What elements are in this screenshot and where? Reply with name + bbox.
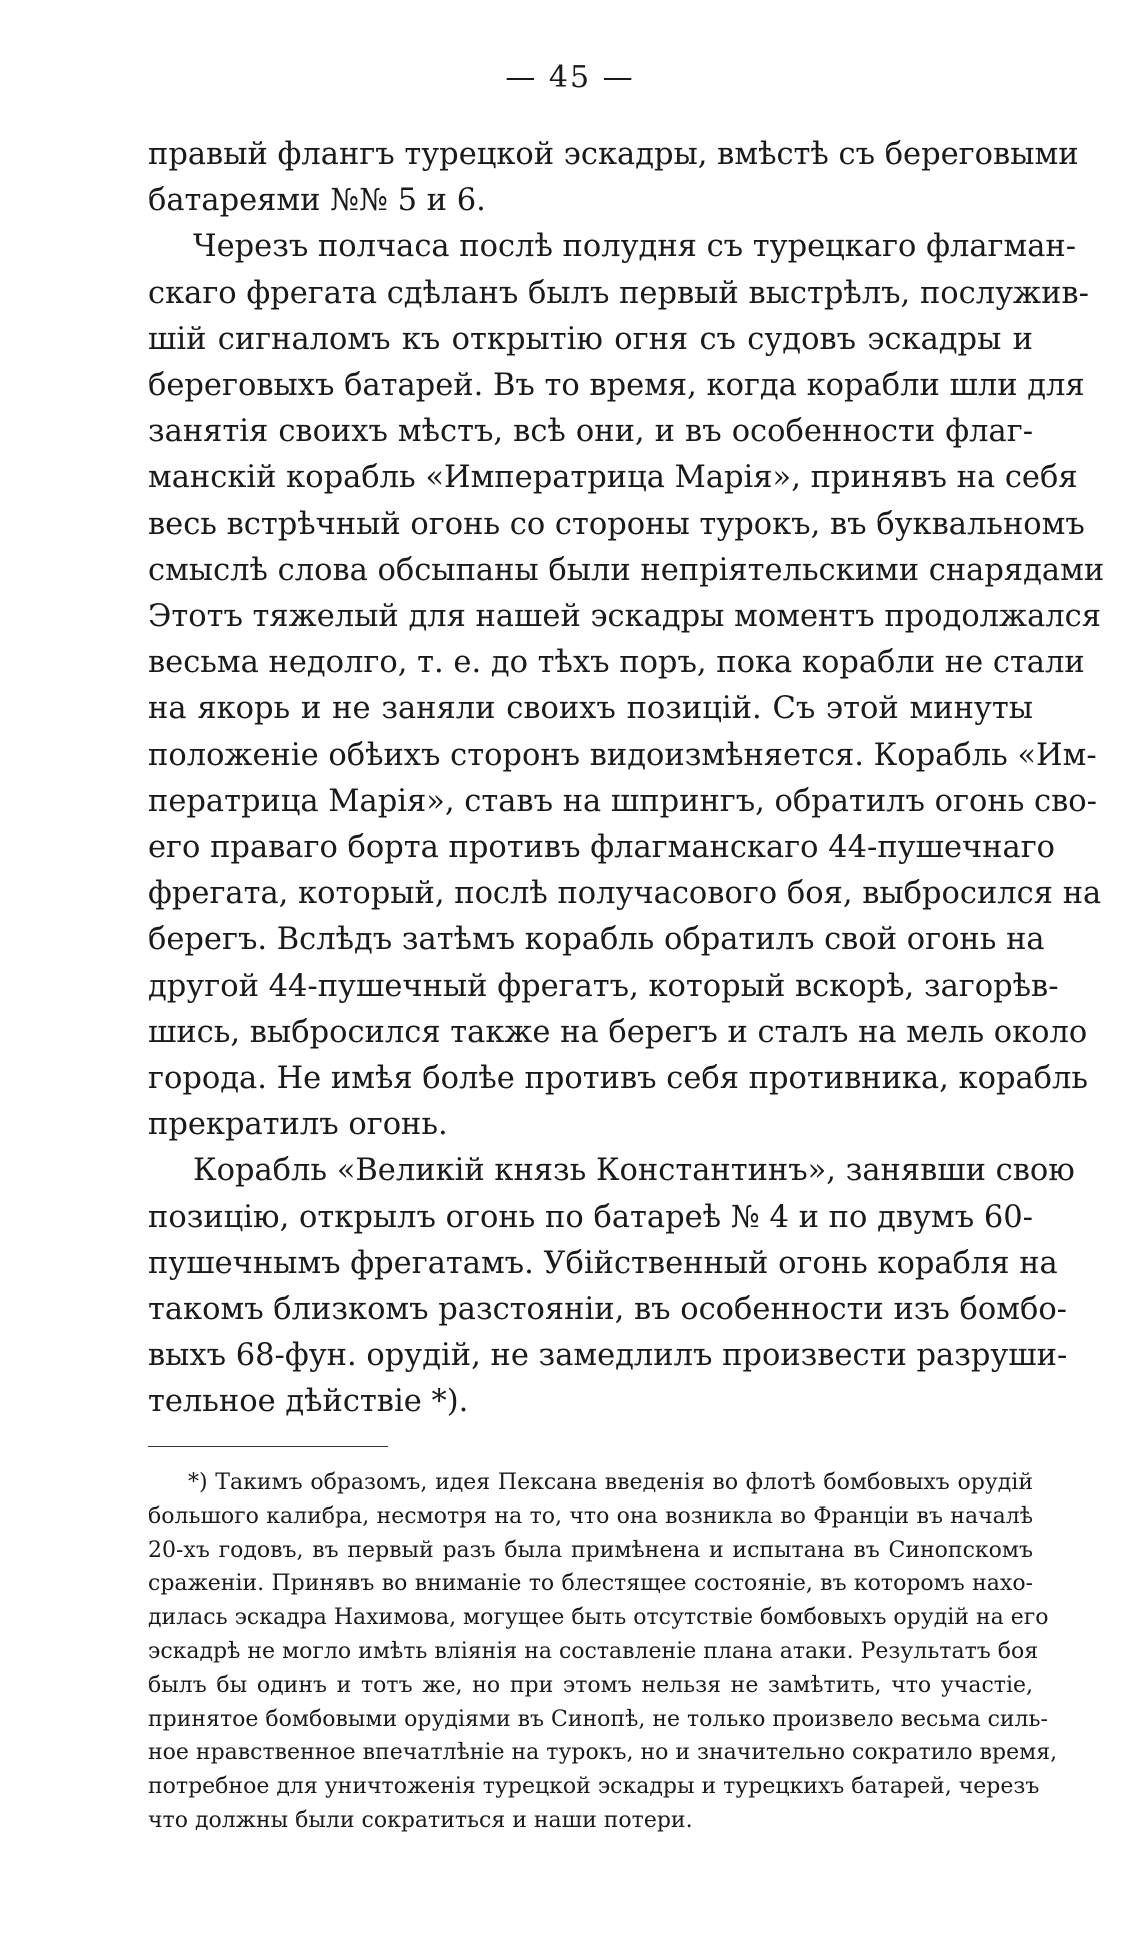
text-line: такомъ близкомъ разстояніи, въ особенности изъ бомбо- bbox=[148, 1292, 1067, 1328]
text-line: манскій корабль «Императрица Марія», принявъ на себя bbox=[148, 460, 1078, 496]
text-line: позицію, открылъ огонь по батареѣ № 4 и по двумъ 60- bbox=[148, 1199, 1033, 1235]
text-line: тельное дѣйствіе *). bbox=[148, 1384, 469, 1420]
footnote-divider bbox=[148, 1446, 388, 1447]
text-line: весьма недолго, т. е. до тѣхъ поръ, пока корабли не стали bbox=[148, 645, 1085, 681]
text-line: фрегата, который, послѣ получасового боя, выбросился на bbox=[148, 876, 1102, 912]
text-line: смыслѣ слова обсыпаны были непріятельскими снарядами bbox=[148, 552, 1105, 588]
footnote-line: сраженіи. Принявъ во вниманіе то блестящее состояніе, въ которомъ нахо- bbox=[148, 1571, 1033, 1597]
footnote-line: принятое бомбовыми орудіями въ Синопѣ, не только произвело весьма силь- bbox=[148, 1706, 1048, 1732]
footnote-line: былъ бы одинъ и тотъ же, но при этомъ нельзя не замѣтить, что участіе, bbox=[148, 1672, 1033, 1698]
text-line: Черезъ полчаса послѣ полудня съ турецкаго флагман- bbox=[193, 229, 1077, 265]
text-line: правый флангъ турецкой эскадры, вмѣстѣ съ береговыми bbox=[148, 137, 1079, 172]
text-line: ператрица Марія», ставъ на шпрингъ, обратилъ огонь сво- bbox=[148, 783, 1097, 819]
text-line: положеніе обѣихъ сторонъ видоизмѣняется. Корабль «Им- bbox=[148, 737, 1097, 773]
text-line: его праваго борта противъ флагманскаго 44-пушечнаго bbox=[148, 830, 1056, 866]
page-number: — 45 — bbox=[505, 60, 635, 95]
text-line: прекратилъ огонь. bbox=[148, 1107, 448, 1143]
text-line: весь встрѣчный огонь со стороны турокъ, въ буквальномъ bbox=[148, 506, 1085, 542]
text-line: занятія своихъ мѣстъ, всѣ они, и въ особенности флаг- bbox=[148, 414, 1033, 450]
footnote-line: что должны были сократиться и наши потери. bbox=[148, 1807, 693, 1833]
footnote-line: *) Такимъ образомъ, идея Пексана введенія во флотѣ бомбовыхъ орудій bbox=[188, 1470, 1033, 1495]
footnote-line: ное нравственное впечатлѣніе на турокъ, но и значительно сократило время, bbox=[148, 1740, 1058, 1766]
footnote-line: дилась эскадра Нахимова, могущее быть отсутствіе бомбовыхъ орудій на его bbox=[148, 1605, 1049, 1631]
footnote-line: эскадрѣ не могло имѣть вліянія на составленіе плана атаки. Результатъ боя bbox=[148, 1638, 1039, 1664]
text-line: Этотъ тяжелый для нашей эскадры моментъ продолжался bbox=[148, 599, 1101, 635]
text-line: другой 44-пушечный фрегатъ, который вскорѣ, загорѣв- bbox=[148, 968, 1059, 1004]
paragraph-3 bbox=[148, 1148, 1075, 1425]
text-line: береговыхъ батарей. Въ то время, когда корабли шли для bbox=[148, 368, 1085, 404]
footnote bbox=[148, 1466, 1058, 1838]
text-line: пушечнымъ фрегатамъ. Убійственный огонь корабля на bbox=[148, 1245, 1058, 1281]
text-line: скаго фрегата сдѣланъ былъ первый выстрѣлъ, послужив- bbox=[148, 275, 1089, 311]
footnote-line: 20-хъ годовъ, въ первый разъ была примѣнена и испытана въ Синопскомъ bbox=[148, 1537, 1033, 1563]
paragraph-2 bbox=[148, 224, 1105, 1148]
paragraph-1 bbox=[148, 132, 1079, 224]
text-line: города. Не имѣя болѣе противъ себя противника, корабль bbox=[148, 1061, 1089, 1097]
main-text bbox=[148, 132, 1105, 1426]
text-line: берегъ. Вслѣдъ затѣмъ корабль обратилъ свой огонь на bbox=[148, 922, 1045, 958]
text-line: шій сигналомъ къ открытію огня съ судовъ эскадры и bbox=[148, 321, 1033, 357]
footnote-line: потребное для уничтоженія турецкой эскадры и турецкихъ батарей, черезъ bbox=[148, 1774, 1040, 1800]
footnote-line: большого калибра, несмотря на то, что она возникла во Франціи въ началѣ bbox=[148, 1503, 1033, 1529]
text-line: шись, выбросился также на берегъ и сталъ на мель около bbox=[148, 1014, 1088, 1050]
text-line: Корабль «Великій князь Константинъ», занявши свою bbox=[193, 1153, 1075, 1189]
text-line: на якорь и не заняли своихъ позицій. Съ этой минуты bbox=[148, 691, 1033, 727]
text-line: батареями №№ 5 и 6. bbox=[148, 183, 486, 219]
text-line: выхъ 68-фун. орудій, не замедлилъ произвести разруши- bbox=[148, 1338, 1068, 1374]
